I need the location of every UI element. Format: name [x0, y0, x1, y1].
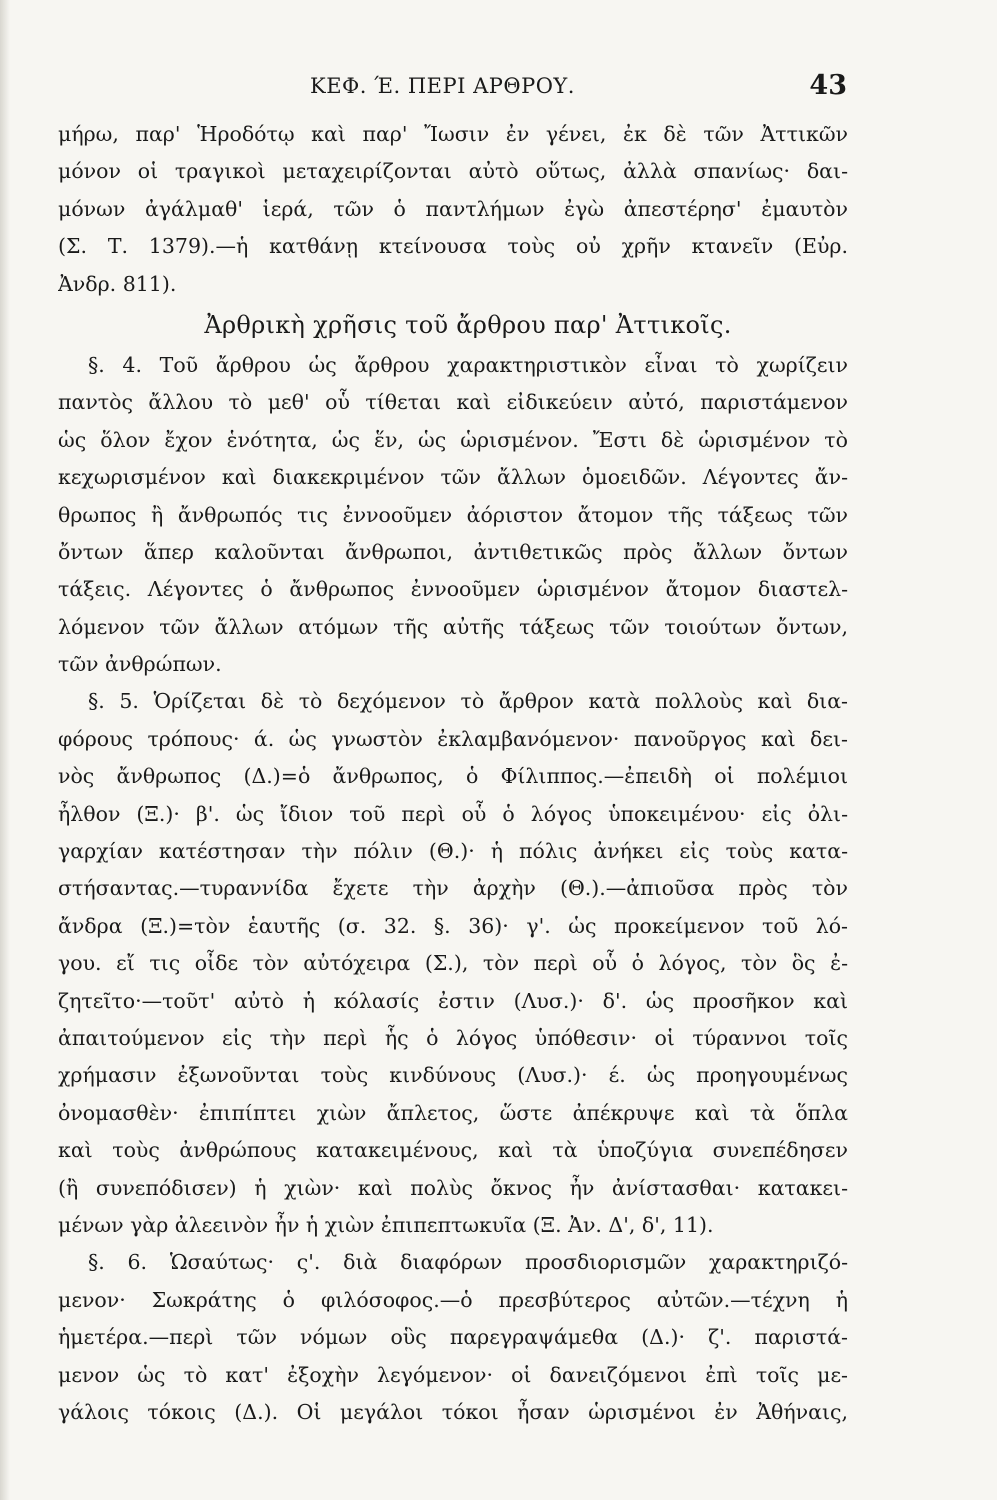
text-line: ἄνδρα (Ξ.)=τὸν ἑαυτῆς (σ. 32. §. 36)· γ'. ὡς προκείμενον τοῦ λό- — [58, 913, 848, 938]
text-line: μήρω, παρ' Ἡροδότῳ καὶ παρ' Ἴωσιν ἐν γένει, ἐκ δὲ τῶν Ἀττικῶν — [58, 122, 848, 146]
continued-paragraph — [58, 116, 848, 303]
text-line: κεχωρισμένον καὶ διακεκριμένον τῶν ἄλλων ὁμοειδῶν. Λέγοντες ἄν- — [58, 465, 848, 490]
running-head — [150, 70, 847, 108]
section-heading: Ἀρθρικὴ χρῆσις τοῦ ἄρθρου παρ' Ἀττικοῖς. — [204, 310, 732, 339]
page-edge-shadow — [0, 0, 10, 1500]
text-line: ζητεῖτο·—τοῦτ' αὐτὸ ἡ κόλασίς ἐστιν (Λυσ.)· δ'. ὡς προσῆκον καὶ — [58, 988, 848, 1013]
text-line: ἡμετέρα.—περὶ τῶν νόμων οὓς παρεγραψάμεθα (Δ.)· ζ'. παριστά- — [58, 1325, 848, 1350]
text-line: παντὸς ἄλλου τὸ μεθ' οὗ τίθεται καὶ εἰδικεύειν αὐτό, παριστάμενον — [58, 390, 848, 415]
text-line: μόνον οἱ τραγικοὶ μεταχειρίζονται αὐτὸ οὕτως, ἀλλὰ σπανίως· δαι- — [58, 159, 848, 184]
text-line: χρήμασιν ἐξωνοῦνται τοὺς κινδύνους (Λυσ.)· έ. ὡς προηγουμένως — [58, 1063, 848, 1088]
paragraph-4 — [58, 347, 848, 684]
text-line: στήσαντας.—τυραννίδα ἔχετε τὴν ἀρχὴν (Θ.).—ἀπιοῦσα πρὸς τὸν — [58, 876, 848, 901]
text-line: γου. εἴ τις οἶδε τὸν αὐτόχειρα (Σ.), τὸν περὶ οὗ ὁ λόγος, τὸν ὃς ἐ- — [58, 951, 848, 976]
text-line: τάξεις. Λέγοντες ὁ ἄνθρωπος ἐννοοῦμεν ὡρισμένον ἄτομον διαστελ- — [58, 577, 848, 602]
text-line: γαρχίαν κατέστησαν τὴν πόλιν (Θ.)· ἡ πόλις ἀνήκει εἰς τοὺς κατα- — [58, 839, 848, 864]
paragraph-5 — [58, 683, 848, 1244]
text-line: ἀπαιτούμενον εἰς τὴν περὶ ἧς ὁ λόγος ὑπόθεσιν· οἱ τύραννοι τοῖς — [58, 1025, 848, 1050]
text-line: Ἀνδρ. 811). — [58, 271, 177, 296]
text-line: μενον ὡς τὸ κατ' ἐξοχὴν λεγόμενον· οἱ δανειζόμενοι ἐπὶ τοῖς με- — [58, 1362, 848, 1387]
page-number: 43 — [809, 70, 847, 101]
text-line: ὡς ὅλον ἔχον ἑνότητα, ὡς ἕν, ὡς ὡρισμένον. Ἔστι δὲ ὡρισμένον τὸ — [58, 427, 848, 452]
text-line: νὸς ἄνθρωπος (Δ.)=ὁ ἄνθρωπος, ὁ Φίλιππος.—ἐπειδὴ οἱ πολέμιοι — [58, 764, 848, 789]
text-line: ὀνομασθὲν· ἐπιπίπτει χιὼν ἄπλετος, ὥστε ἀπέκρυψε καὶ τὰ ὅπλα — [58, 1100, 848, 1125]
text-block — [58, 116, 848, 1431]
text-line: μενον· Σωκράτης ὁ φιλόσοφος.—ὁ πρεσβύτερος αὐτῶν.—τέχνη ἡ — [58, 1287, 848, 1312]
text-line: μένων γὰρ ἀλεεινὸν ἦν ἡ χιὼν ἐπιπεπτωκυῖα (Ξ. Ἀν. Δ', δ', 11). — [58, 1212, 714, 1237]
text-line: θρωπος ἢ ἄνθρωπός τις ἐννοοῦμεν ἀόριστον ἄτομον τῆς τάξεως τῶν — [58, 502, 848, 527]
running-head-title: ΚΕΦ. Έ. ΠΕΡΙ ΑΡΘΡΟΥ. — [310, 74, 575, 98]
text-line: γάλοις τόκοις (Δ.). Οἱ μεγάλοι τόκοι ἦσαν ὡρισμένοι ἐν Ἀθήναις, — [58, 1399, 848, 1424]
text-line: λόμενον τῶν ἄλλων ατόμων τῆς αὐτῆς τάξεως τῶν τοιούτων ὄντων, — [58, 614, 848, 639]
text-line: (Σ. Τ. 1379).—ἡ κατθάνῃ κτείνουσα τοὺς οὐ χρῆν κτανεῖν (Εὐρ. — [58, 234, 848, 259]
text-line: φόρους τρόπους· ά. ὡς γνωστὸν ἐκλαμβανόμενον· πανοῦργος καὶ δει- — [58, 726, 848, 751]
text-line: §. 4. Τοῦ ἄρθρου ὡς ἄρθρου χαρακτηριστικὸν εἶναι τὸ χωρίζειν — [88, 352, 848, 377]
paragraph-6 — [58, 1244, 848, 1431]
text-line: §. 6. Ὡσαύτως· ς'. διὰ διαφόρων προσδιορισμῶν χαρακτηριζό- — [88, 1250, 848, 1275]
text-line: §. 5. Ὁρίζεται δὲ τὸ δεχόμενον τὸ ἄρθρον κατὰ πολλοὺς καὶ δια- — [88, 689, 848, 714]
text-line: (ἢ συνεπόδισεν) ἡ χιὼν· καὶ πολὺς ὄκνος ἦν ἀνίστασθαι· κατακει- — [58, 1175, 848, 1200]
text-line: ὄντων ἅπερ καλοῦνται ἄνθρωποι, ἀντιθετικῶς πρὸς ἄλλων ὄντων — [58, 539, 848, 564]
text-line: μόνων ἀγάλμαθ' ἱερά, τῶν ὁ παντλήμων ἐγὼ ἀπεστέρησ' ἐμαυτὸν — [58, 196, 848, 221]
text-line: καὶ τοὺς ἀνθρώπους κατακειμένους, καὶ τὰ ὑποζύγια συνεπέδησεν — [58, 1138, 848, 1163]
text-line: τῶν ἀνθρώπων. — [58, 652, 222, 677]
text-line: ἦλθον (Ξ.)· β'. ὡς ἴδιον τοῦ περὶ οὗ ὁ λόγος ὑποκειμένου· εἰς ὀλι- — [58, 801, 848, 826]
